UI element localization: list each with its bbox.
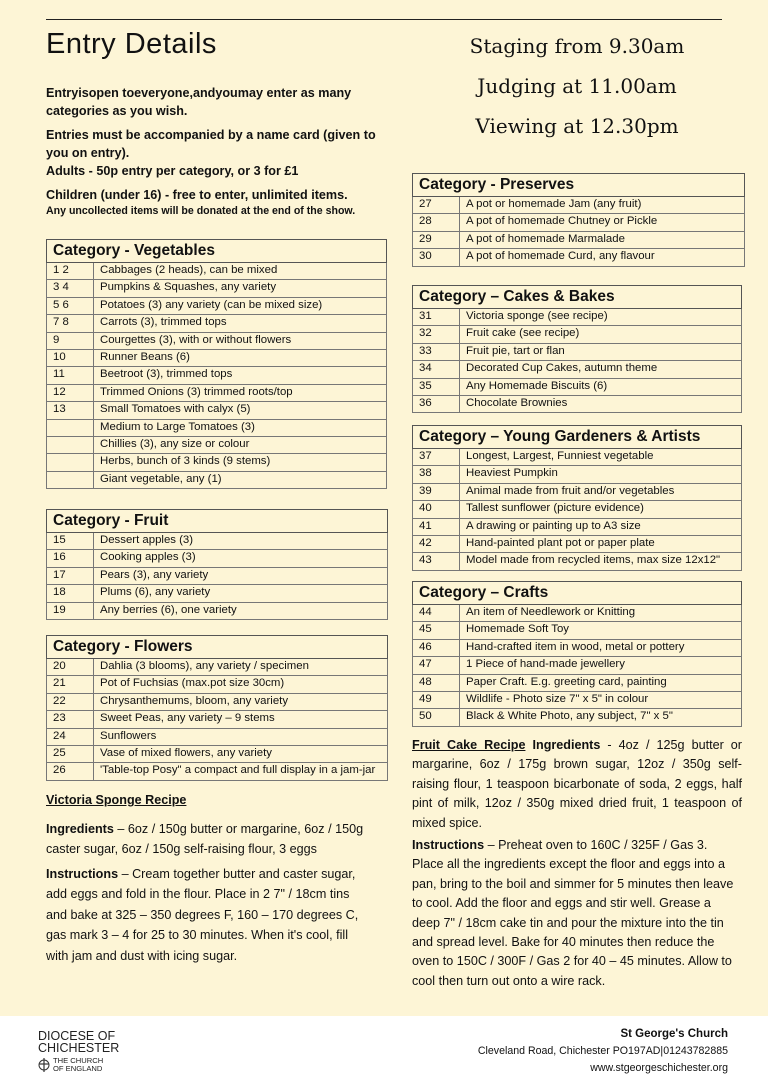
table-row	[47, 280, 387, 297]
entry-number: 25	[47, 745, 94, 762]
table-row	[47, 402, 387, 419]
entry-description: Carrots (3), trimmed tops	[94, 315, 387, 332]
entry-description: Potatoes (3) any variety (can be mixed size)	[94, 297, 387, 314]
entry-number: 28	[413, 214, 460, 231]
table-row	[47, 436, 387, 453]
entry-description: Courgettes (3), with or without flowers	[94, 332, 387, 349]
table-row	[413, 449, 742, 466]
entry-description: Beetroot (3), trimmed tops	[94, 367, 387, 384]
table-vegetables	[46, 239, 387, 489]
intro-children: Children (under 16) - free to enter, unlimited items.	[46, 188, 348, 202]
entry-number: 3 4	[47, 280, 94, 297]
entry-description: Sweet Peas, any variety – 9 stems	[94, 711, 388, 728]
entry-number: 39	[413, 483, 460, 500]
entry-description: Hand-crafted item in wood, metal or pottery	[460, 639, 742, 656]
entry-number: 44	[413, 605, 460, 622]
entry-description: Animal made from fruit and/or vegetables	[460, 483, 742, 500]
schedule	[412, 26, 742, 146]
table-row	[47, 659, 388, 676]
table-row	[413, 518, 742, 535]
ingredients-label: Ingredients	[46, 821, 114, 836]
table-flowers	[46, 635, 388, 781]
viewing-time: Viewing at 12.30pm	[475, 114, 679, 138]
table-row	[413, 466, 742, 483]
entry-description: Cooking apples (3)	[94, 550, 388, 567]
entry-description: Longest, Largest, Funniest vegetable	[460, 449, 742, 466]
table-row	[47, 419, 387, 436]
entry-number: 31	[413, 309, 460, 326]
entry-number: 20	[47, 659, 94, 676]
table-row	[413, 605, 742, 622]
table-row	[47, 384, 387, 401]
diocese-logo	[38, 1030, 119, 1073]
entry-number: 38	[413, 466, 460, 483]
entry-number: 49	[413, 691, 460, 708]
entry-description: A pot of homemade Curd, any flavour	[460, 249, 745, 266]
entry-description: Small Tomatoes with calyx (5)	[94, 402, 387, 419]
category-title: Category - Fruit	[47, 510, 388, 533]
entry-number: 35	[413, 378, 460, 395]
table-row	[413, 378, 742, 395]
entry-number: 43	[413, 553, 460, 570]
entry-number: 1 2	[47, 263, 94, 280]
table-row	[413, 326, 742, 343]
coe-line2: OF ENGLAND	[53, 1064, 103, 1073]
category-title: Category - Vegetables	[47, 240, 387, 263]
entry-number	[47, 419, 94, 436]
entry-description: Chillies (3), any size or colour	[94, 436, 387, 453]
entry-number: 41	[413, 518, 460, 535]
entry-number: 13	[47, 402, 94, 419]
entry-number: 19	[47, 602, 94, 619]
entry-description: A pot of homemade Chutney or Pickle	[460, 214, 745, 231]
recipe-ingredients	[412, 736, 742, 833]
staging-time: Staging from 9.30am	[469, 34, 685, 58]
entry-description: Pears (3), any variety	[94, 567, 388, 584]
entry-description: Paper Craft. E.g. greeting card, painting	[460, 674, 742, 691]
intro-name-card: Entries must be accompanied by a name card (given to you on entry).	[46, 128, 376, 160]
table-row	[47, 332, 387, 349]
ingredients-text: – 6oz / 150g butter or margarine, 6oz / 150g caster sugar, 6oz / 150g self-raising flour, 3 eggs	[46, 821, 364, 856]
entry-number: 12	[47, 384, 94, 401]
table-row	[413, 553, 742, 570]
instructions-label: Instructions	[412, 838, 485, 853]
church-address: Cleveland Road, Chichester PO197AD|01243782885	[477, 1045, 728, 1057]
table-young-gardeners	[412, 425, 742, 571]
entry-description: Black & White Photo, any subject, 7" x 5"	[460, 709, 742, 726]
table-row	[413, 309, 742, 326]
table-row	[47, 745, 388, 762]
entry-number: 5 6	[47, 297, 94, 314]
table-row	[47, 315, 387, 332]
entry-description: Decorated Cup Cakes, autumn theme	[460, 361, 742, 378]
entry-description: Chrysanthemums, bloom, any variety	[94, 693, 388, 710]
table-row	[47, 711, 388, 728]
entry-number: 15	[47, 533, 94, 550]
table-row	[413, 535, 742, 552]
table-row	[47, 367, 387, 384]
table-row	[413, 691, 742, 708]
entry-number: 18	[47, 585, 94, 602]
entry-description: Plums (6), any variety	[94, 585, 388, 602]
entry-number: 50	[413, 709, 460, 726]
entry-number: 17	[47, 567, 94, 584]
table-row	[413, 395, 742, 412]
entry-description: A drawing or painting up to A3 size	[460, 518, 742, 535]
entry-description: Pot of Fuchsias (max.pot size 30cm)	[94, 676, 388, 693]
table-row	[47, 454, 387, 471]
table-row	[413, 197, 745, 214]
entry-description: A pot or homemade Jam (any fruit)	[460, 197, 745, 214]
entry-description: Fruit cake (see recipe)	[460, 326, 742, 343]
table-row	[47, 263, 387, 280]
victoria-sponge-recipe	[46, 790, 368, 966]
instructions-text: – Cream together butter and caster sugar, add eggs and fold in the flour. Place in 2 7" / 18cm tins and bake at 325 – 350 degrees F, 160 – 170 degrees C, gas mark 3 – 4 for 25 to 30 minutes. When it's cool, fill with jam and dust with icing sugar.	[46, 866, 359, 963]
entry-description: Giant vegetable, any (1)	[94, 471, 387, 488]
table-row	[47, 676, 388, 693]
table-row	[413, 657, 742, 674]
footer	[0, 1016, 768, 1086]
entry-description: Sunflowers	[94, 728, 388, 745]
table-cakes-bakes	[412, 285, 742, 413]
recipe-heading: Victoria Sponge Recipe	[46, 793, 187, 807]
entry-description: Herbs, bunch of 3 kinds (9 stems)	[94, 454, 387, 471]
table-row	[413, 709, 742, 726]
table-row	[47, 693, 388, 710]
entry-description: Trimmed Onions (3) trimmed roots/top	[94, 384, 387, 401]
table-row	[47, 585, 388, 602]
recipe-instructions	[412, 836, 742, 991]
category-title: Category – Young Gardeners & Artists	[413, 426, 742, 449]
category-title: Category - Preserves	[413, 174, 745, 197]
entry-number: 37	[413, 449, 460, 466]
entry-description: Runner Beans (6)	[94, 349, 387, 366]
category-title: Category – Crafts	[413, 582, 742, 605]
church-contact	[478, 1026, 728, 1077]
entry-number: 11	[47, 367, 94, 384]
entry-number: 9	[47, 332, 94, 349]
church-website: www.stgeorgeschichester.org	[590, 1062, 728, 1074]
table-row	[47, 471, 387, 488]
table-crafts	[412, 581, 742, 727]
entry-description: Hand-painted plant pot or paper plate	[460, 535, 742, 552]
entry-number: 32	[413, 326, 460, 343]
entry-description: Heaviest Pumpkin	[460, 466, 742, 483]
entry-number	[47, 436, 94, 453]
entry-number: 46	[413, 639, 460, 656]
table-row	[47, 602, 388, 619]
entry-description: Chocolate Brownies	[460, 395, 742, 412]
entry-number: 48	[413, 674, 460, 691]
entry-number: 42	[413, 535, 460, 552]
judging-time: Judging at 11.00am	[477, 74, 677, 98]
fruit-cake-recipe	[412, 736, 742, 991]
table-row	[413, 214, 745, 231]
intro-adult-fee: Adults - 50p entry per category, or 3 for £1	[46, 164, 299, 178]
church-name: St George's Church	[620, 1028, 728, 1040]
entry-number: 7 8	[47, 315, 94, 332]
entry-number	[47, 454, 94, 471]
entry-number: 36	[413, 395, 460, 412]
entry-description: Victoria sponge (see recipe)	[460, 309, 742, 326]
recipe-heading: Fruit Cake Recipe	[412, 738, 526, 752]
entry-number: 45	[413, 622, 460, 639]
recipe-instructions	[46, 864, 368, 967]
entry-description: Fruit pie, tart or flan	[460, 343, 742, 360]
table-row	[413, 249, 745, 266]
category-title: Category – Cakes & Bakes	[413, 286, 742, 309]
table-fruit	[46, 509, 388, 620]
ingredients-label: Ingredients	[532, 738, 601, 752]
table-row	[47, 297, 387, 314]
entry-number: 29	[413, 231, 460, 248]
entry-intro	[46, 84, 391, 224]
table-row	[47, 550, 388, 567]
entry-number: 26	[47, 763, 94, 780]
cross-icon	[38, 1057, 50, 1073]
category-title: Category - Flowers	[47, 636, 388, 659]
entry-number: 30	[413, 249, 460, 266]
intro-open: Entryisopen toeveryone,andyoumay enter as many categories as you wish.	[46, 86, 352, 118]
table-row	[413, 639, 742, 656]
table-preserves	[412, 173, 745, 267]
intro-uncollected: Any uncollected items will be donated at the end of the show.	[46, 205, 356, 217]
entry-number: 21	[47, 676, 94, 693]
table-row	[413, 674, 742, 691]
entry-description: An item of Needlework or Knitting	[460, 605, 742, 622]
entry-number: 16	[47, 550, 94, 567]
entry-description: Tallest sunflower (picture evidence)	[460, 501, 742, 518]
entry-description: Pumpkins & Squashes, any variety	[94, 280, 387, 297]
table-row	[47, 763, 388, 780]
entry-description: A pot of homemade Marmalade	[460, 231, 745, 248]
entry-description: 1 Piece of hand-made jewellery	[460, 657, 742, 674]
entry-description: Dahlia (3 blooms), any variety / specimen	[94, 659, 388, 676]
church-of-england-mark	[38, 1057, 119, 1073]
entry-description: Medium to Large Tomatoes (3)	[94, 419, 387, 436]
entry-number: 23	[47, 711, 94, 728]
entry-description: Dessert apples (3)	[94, 533, 388, 550]
table-row	[47, 349, 387, 366]
coe-line1: THE CHURCH	[53, 1056, 104, 1065]
entry-number	[47, 471, 94, 488]
page-title: Entry Details	[46, 28, 217, 60]
table-row	[413, 361, 742, 378]
entry-number: 24	[47, 728, 94, 745]
entry-number: 10	[47, 349, 94, 366]
entry-description: Any berries (6), one variety	[94, 602, 388, 619]
entry-number: 34	[413, 361, 460, 378]
entry-number: 33	[413, 343, 460, 360]
instructions-text: – Preheat oven to 160C / 325F / Gas 3. Place all the ingredients except the floor and eggs into a pan, bring to the boil and simmer for 5 minutes then leave to cool. Add the floor and eggs and stir well. Grease a deep 7" / 18cm cake tin and pour the mixture into the tin and spread level. Bake for 40 minutes then reduce the oven to 150C / 300F / Gas 2 for 40 – 45 minutes. Allow to cool then turn out onto a wire rack.	[412, 838, 734, 988]
table-row	[413, 343, 742, 360]
table-row	[47, 533, 388, 550]
entry-number: 27	[413, 197, 460, 214]
table-row	[47, 567, 388, 584]
entry-description: Homemade Soft Toy	[460, 622, 742, 639]
logo-line2: CHICHESTER	[38, 1041, 120, 1055]
entry-description: Cabbages (2 heads), can be mixed	[94, 263, 387, 280]
entry-description: Any Homemade Biscuits (6)	[460, 378, 742, 395]
entry-description: Model made from recycled items, max size 12x12"	[460, 553, 742, 570]
entry-number: 22	[47, 693, 94, 710]
recipe-ingredients	[46, 819, 368, 860]
logo-line1: DIOCESE OF	[38, 1029, 116, 1043]
entry-description: Wildlife - Photo size 7" x 5" in colour	[460, 691, 742, 708]
table-row	[47, 728, 388, 745]
top-rule	[46, 19, 722, 20]
table-row	[413, 231, 745, 248]
table-row	[413, 501, 742, 518]
instructions-label: Instructions	[46, 866, 119, 881]
entry-number: 40	[413, 501, 460, 518]
table-row	[413, 622, 742, 639]
entry-description: 'Table-top Posy" a compact and full display in a jam-jar	[94, 763, 388, 780]
entry-description: Vase of mixed flowers, any variety	[94, 745, 388, 762]
table-row	[413, 483, 742, 500]
ingredients-text: - 4oz / 125g butter or margarine, 6oz / 175g brown sugar, 12oz / 350g self-raising flour, 1 teaspoon bicarbonate of soda, 2 eggs, half pint of milk, 12oz / 350g mixed dried fruit, 1 teaspoon of mixed spice.	[412, 738, 742, 830]
entry-number: 47	[413, 657, 460, 674]
